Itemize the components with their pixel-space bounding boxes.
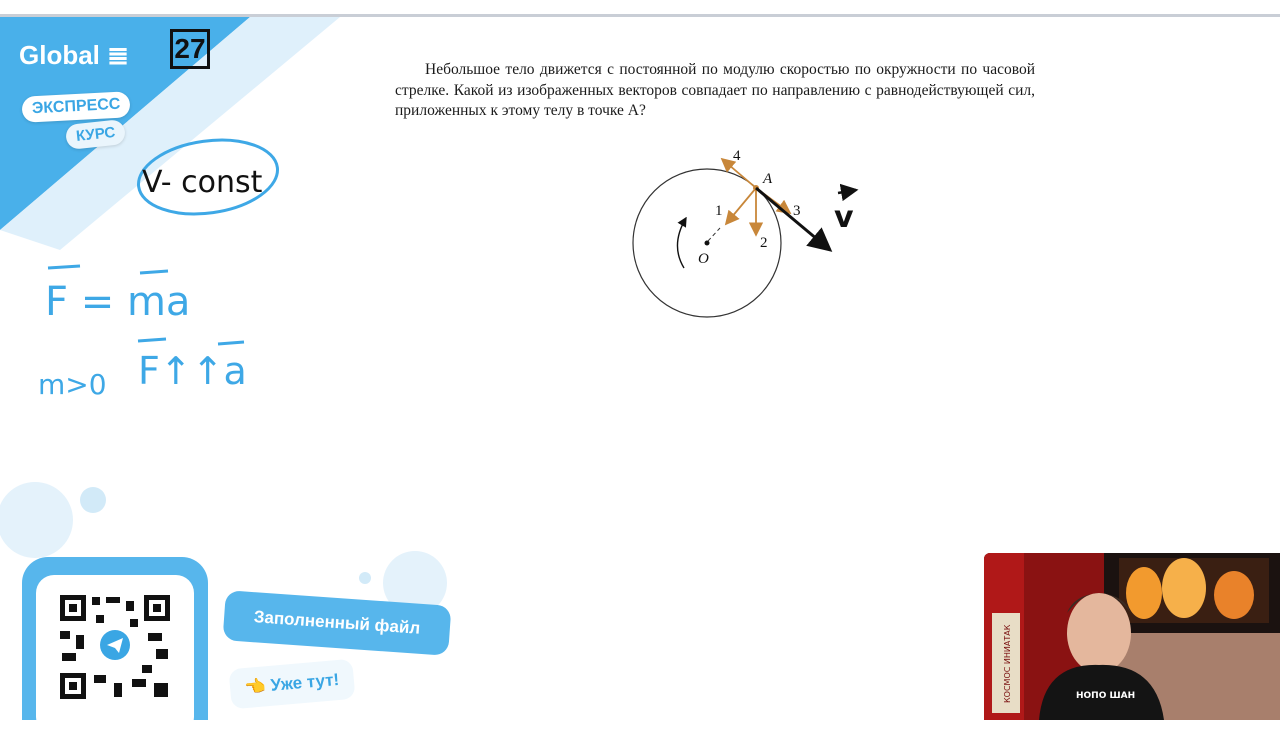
f2-vector-bar xyxy=(138,339,166,341)
f-vector-bar xyxy=(48,266,80,268)
label-2: 2 xyxy=(760,235,768,251)
task-number: 27 xyxy=(170,29,210,69)
logo-text: Global xyxy=(19,40,100,70)
logo-bars-icon: ≣ xyxy=(107,40,129,70)
shirt-text: НОПО ШАН xyxy=(1076,691,1136,701)
equation-codirectional: F↑↑a xyxy=(138,349,247,393)
label-3: 3 xyxy=(793,203,801,219)
poster-text: КОСМОС ИНИАТАК xyxy=(1003,624,1012,703)
label-a: A xyxy=(763,171,773,187)
qr-pattern-icon xyxy=(36,575,194,705)
label-o: O xyxy=(698,251,709,267)
webcam-scene xyxy=(984,553,1280,720)
filled-file-button[interactable]: Заполненный файл xyxy=(223,590,452,656)
problem-text: Небольшое тело движется с постоянной по модулю скоростью по окружности по часовой стрелке. Какой из изображенных векторов совпадает по направлению с равнодействующей сил, приложенных к этому телу в точке A? xyxy=(395,61,1035,119)
label-1: 1 xyxy=(715,203,723,219)
v-arrow-line xyxy=(838,190,856,193)
a2-vector-bar xyxy=(218,342,244,344)
equation-newton: F = ma xyxy=(45,279,191,325)
label-4: 4 xyxy=(733,148,741,164)
webcam-feed xyxy=(984,553,1280,720)
handwritten-v: v xyxy=(834,200,854,235)
course-badge: КУРС xyxy=(65,119,127,150)
already-here-button[interactable]: 👈 Уже тут! xyxy=(228,659,355,710)
qr-code[interactable] xyxy=(36,575,194,735)
equation-mass: m>0 xyxy=(38,368,107,401)
express-badge: ЭКСПРЕСС xyxy=(21,91,131,123)
note-v-const: V- const xyxy=(142,165,263,200)
qr-card[interactable] xyxy=(22,557,208,720)
a-vector-bar xyxy=(140,271,168,273)
